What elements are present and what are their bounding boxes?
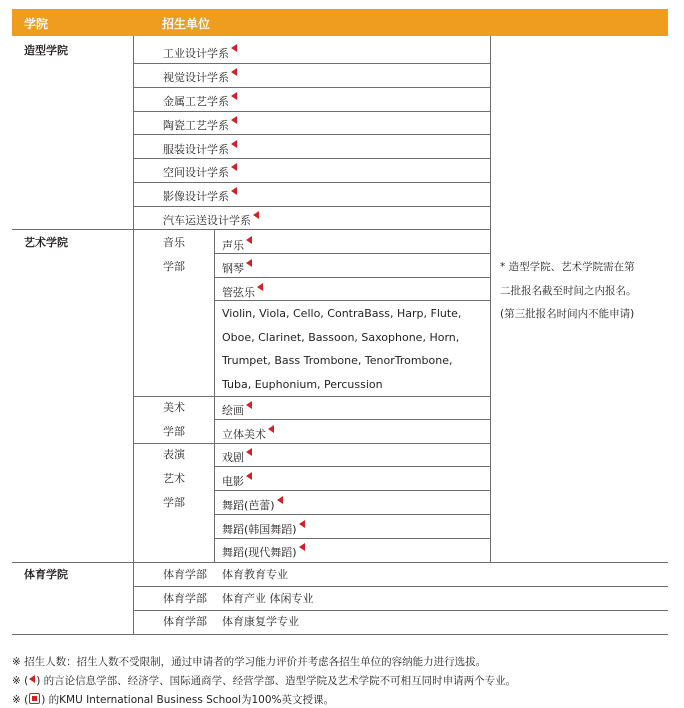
marker-icon	[299, 520, 305, 528]
footnote-1: ※ 招生人数：招生人数不受限制，通过申请者的学习能力评价并考虑各招生单位的容纳能力进行选拔。	[12, 656, 487, 668]
row-rule	[214, 466, 490, 467]
college-sports: 体育学院	[24, 568, 68, 581]
unit-item: 工业设计学系	[163, 44, 237, 61]
marker-icon	[231, 187, 237, 195]
marker-icon	[268, 425, 274, 433]
unit-item: 舞蹈(现代舞蹈)	[222, 543, 305, 560]
row-rule	[214, 253, 490, 254]
unit-item: 陶瓷工艺学系	[163, 116, 237, 133]
unit-item: 声乐	[222, 236, 252, 253]
instrument-line: Tuba, Euphonium, Percussion	[222, 378, 383, 391]
row-rule	[133, 206, 490, 207]
row-rule	[133, 610, 668, 611]
row-rule	[214, 300, 490, 301]
section-rule	[12, 562, 668, 563]
header-unit: 招生单位	[162, 17, 211, 31]
row-rule	[133, 396, 490, 397]
marker-icon	[257, 283, 263, 291]
instrument-line: Violin, Viola, Cello, ContraBass, Harp, Flute,	[222, 307, 462, 320]
row-rule	[133, 586, 668, 587]
marker-icon	[231, 44, 237, 52]
unit-item: 金属工艺学系	[163, 92, 237, 109]
footnote-2: ※ ( ) 的言论信息学部、经济学、国际通商学、经营学部、造型学院及艺术学院不可相互同时申请两个专业。	[12, 675, 517, 687]
row-rule	[214, 419, 490, 420]
row-rule	[133, 182, 490, 183]
row-rule	[133, 158, 490, 159]
row-rule	[133, 443, 490, 444]
marker-icon	[246, 401, 252, 409]
unit-item: 立体美术	[222, 425, 274, 442]
table-header	[12, 9, 668, 36]
marker-icon	[29, 675, 35, 683]
group-music: 音乐	[163, 236, 185, 249]
footnote-3: ※ ( ) 的KMU International Business School为100%英文授课。	[12, 694, 335, 706]
group-music: 学部	[163, 260, 185, 273]
unit-item: 汽车运送设计学系	[163, 211, 259, 228]
group-performance: 表演	[163, 448, 185, 461]
marker-icon	[231, 116, 237, 124]
unit-item: 舞蹈(芭蕾)	[222, 496, 283, 513]
sports-unit: 体育教育专业	[222, 568, 288, 581]
unit-item: 空间设计学系	[163, 163, 237, 180]
marker-icon	[231, 163, 237, 171]
side-note: (第三批报名时间内不能申请)	[500, 308, 635, 320]
marker-icon	[246, 259, 252, 267]
unit-item: 服装设计学系	[163, 140, 237, 157]
marker-icon	[231, 68, 237, 76]
marker-icon	[231, 92, 237, 100]
row-rule	[133, 87, 490, 88]
college-design: 造型学院	[24, 44, 68, 57]
group-fine-art: 美术	[163, 401, 185, 414]
side-note: * 造型学院、艺术学院需在第	[500, 261, 635, 273]
sports-group: 体育学部	[163, 592, 207, 605]
row-rule	[133, 134, 490, 135]
sports-unit: 体育康复学专业	[222, 615, 299, 628]
instrument-line: Trumpet, Bass Trombone, TenorTrombone,	[222, 354, 453, 367]
row-rule	[133, 63, 490, 64]
group-performance: 艺术	[163, 472, 185, 485]
unit-item: 绘画	[222, 401, 252, 418]
unit-item: 视觉设计学系	[163, 68, 237, 85]
marker-icon	[253, 211, 259, 219]
unit-item: 电影	[222, 472, 252, 489]
unit-item: 戏剧	[222, 448, 252, 465]
section-rule	[12, 634, 668, 635]
unit-item: 管弦乐	[222, 283, 263, 300]
row-rule	[214, 490, 490, 491]
sports-unit: 体育产业 体闲专业	[222, 592, 314, 605]
header-college: 学院	[24, 17, 49, 31]
row-rule	[133, 111, 490, 112]
unit-item: 钢琴	[222, 259, 252, 276]
group-fine-art: 学部	[163, 425, 185, 438]
row-rule	[214, 538, 490, 539]
section-rule	[12, 229, 490, 230]
unit-item: 影像设计学系	[163, 187, 237, 204]
marker-icon	[277, 496, 283, 504]
group-performance: 学部	[163, 496, 185, 509]
marker-icon	[299, 543, 305, 551]
unit-item: 舞蹈(韩国舞蹈)	[222, 520, 305, 537]
sports-group: 体育学部	[163, 615, 207, 628]
marker-icon	[246, 448, 252, 456]
english-course-icon	[29, 693, 40, 704]
college-arts: 艺术学院	[24, 236, 68, 249]
col-divider-right	[490, 36, 491, 563]
col-divider	[133, 36, 134, 635]
sports-group: 体育学部	[163, 568, 207, 581]
row-rule	[214, 514, 490, 515]
marker-icon	[231, 140, 237, 148]
marker-icon	[246, 472, 252, 480]
row-rule	[214, 277, 490, 278]
instrument-line: Oboe, Clarinet, Bassoon, Saxophone, Horn,	[222, 331, 460, 344]
marker-icon	[246, 236, 252, 244]
side-note: 二批报名截至时间之内报名。	[500, 285, 637, 297]
